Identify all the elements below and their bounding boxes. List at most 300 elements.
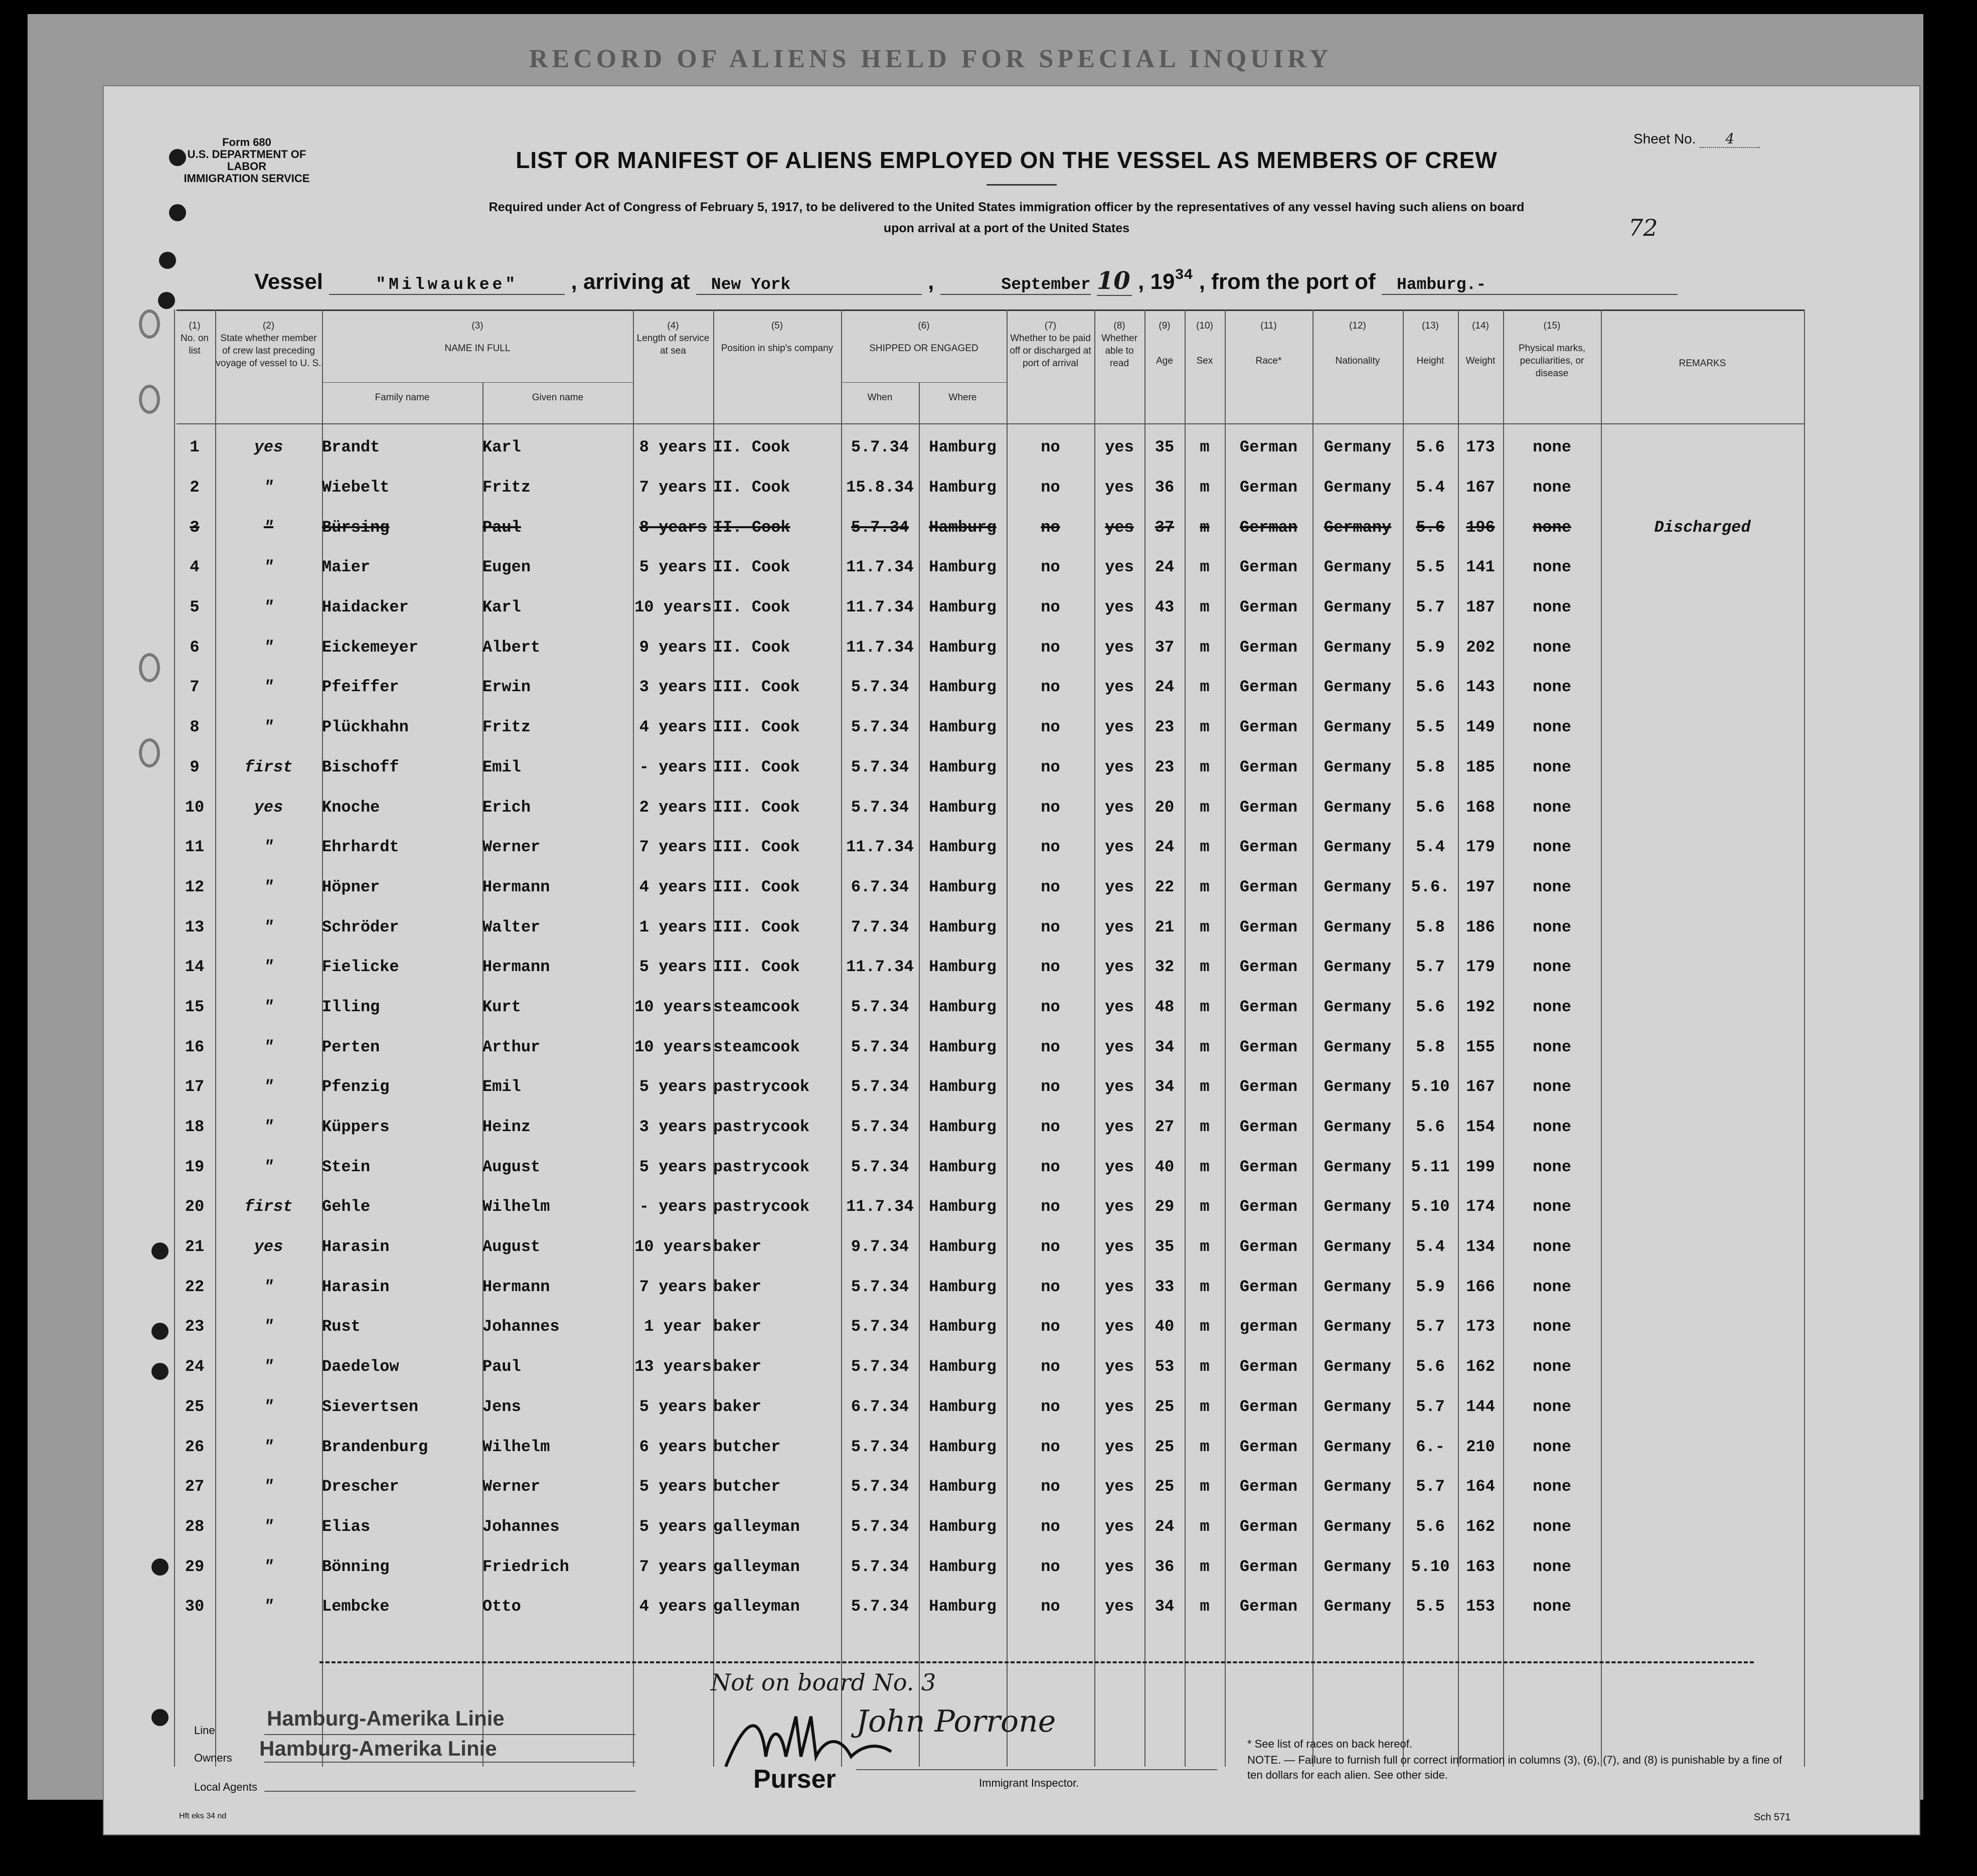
table-row xyxy=(174,1187,1804,1227)
cell-shipped-where: Hamburg xyxy=(929,558,997,577)
cell-shipped-where: Hamburg xyxy=(929,478,997,497)
cell-service-length: 5 years xyxy=(639,958,707,977)
cell-age: 37 xyxy=(1155,638,1175,657)
cell-given-name: Jens xyxy=(482,1397,521,1416)
cell-weight: 174 xyxy=(1466,1197,1495,1216)
cell-remarks xyxy=(1601,1427,1804,1467)
cell-paid-off: no xyxy=(1041,1118,1060,1137)
cell-nationality: Germany xyxy=(1324,678,1392,697)
cell-remarks xyxy=(1601,1546,1804,1587)
cell-age: 27 xyxy=(1155,1118,1175,1137)
cell-service-length: 2 years xyxy=(639,798,707,817)
cell-race: German xyxy=(1239,798,1298,817)
year-prefix: , 19 xyxy=(1138,269,1175,294)
cell-given-name: Erich xyxy=(482,798,531,817)
cell-family-name: Harasin xyxy=(322,1277,390,1296)
cell-row-number: 30 xyxy=(185,1597,205,1616)
cell-physical-marks: none xyxy=(1533,757,1571,776)
cell-paid-off: no xyxy=(1041,478,1060,497)
col-header-remarks: REMARKS xyxy=(1679,358,1726,369)
cell-service-length: 8 years xyxy=(639,438,707,457)
cell-shipped-when: 5.7.34 xyxy=(851,1157,909,1176)
cell-position: II. Cook xyxy=(713,638,790,657)
cell-family-name: Gehle xyxy=(322,1197,371,1216)
cell-prev-voyage: " xyxy=(263,838,274,857)
cell-nationality: Germany xyxy=(1324,1557,1392,1576)
cell-nationality: Germany xyxy=(1324,877,1392,896)
cell-age: 25 xyxy=(1155,1397,1175,1416)
cell-shipped-where: Hamburg xyxy=(929,877,997,896)
cell-given-name: Erwin xyxy=(482,678,531,697)
cell-nationality: Germany xyxy=(1324,1317,1392,1336)
cell-given-name: Eugen xyxy=(482,558,531,577)
cell-paid-off: no xyxy=(1041,838,1060,857)
cell-shipped-when: 5.7.34 xyxy=(851,1118,909,1137)
cell-row-number: 11 xyxy=(185,838,205,857)
cell-shipped-when: 11.7.34 xyxy=(846,958,914,977)
cell-position: galleyman xyxy=(713,1597,800,1616)
arrival-day: 10 xyxy=(1097,267,1132,296)
cell-row-number: 12 xyxy=(185,877,205,896)
cell-nationality: Germany xyxy=(1324,958,1392,977)
cell-position: baker xyxy=(713,1357,762,1376)
col-header-service: (4) Length of service at sea xyxy=(636,321,710,356)
cell-height: 5.6 xyxy=(1416,678,1445,697)
cell-row-number: 17 xyxy=(185,1077,205,1097)
cell-prev-voyage: " xyxy=(263,1277,274,1296)
cell-position: butcher xyxy=(713,1437,781,1456)
cell-remarks xyxy=(1601,427,1804,467)
cell-position: III. Cook xyxy=(713,678,800,697)
cell-race: German xyxy=(1239,1357,1298,1376)
cell-paid-off: no xyxy=(1041,1517,1060,1536)
cell-shipped-when: 5.7.34 xyxy=(851,1037,909,1056)
col-line xyxy=(1804,309,1805,1767)
cell-race: German xyxy=(1239,1118,1298,1137)
cell-sex: m xyxy=(1200,1397,1210,1416)
cell-position: II. Cook xyxy=(713,518,790,537)
cell-family-name: Bönning xyxy=(322,1557,390,1576)
cell-weight: 192 xyxy=(1466,997,1495,1016)
cell-age: 33 xyxy=(1155,1277,1175,1296)
cell-shipped-where: Hamburg xyxy=(929,678,997,697)
cell-given-name: Otto xyxy=(482,1597,521,1616)
cell-height: 5.5 xyxy=(1416,558,1445,577)
cell-service-length: 7 years xyxy=(639,1557,707,1576)
cell-sex: m xyxy=(1200,1477,1210,1496)
cell-family-name: Harasin xyxy=(322,1237,390,1257)
cell-position: III. Cook xyxy=(713,798,800,817)
binder-hole xyxy=(151,1363,169,1380)
cell-position: pastrycook xyxy=(713,1157,810,1176)
cell-age: 34 xyxy=(1155,1597,1175,1616)
cell-race: German xyxy=(1239,1397,1298,1416)
cell-prev-voyage: first xyxy=(244,757,293,776)
table-row xyxy=(174,987,1804,1027)
cell-able-to-read: yes xyxy=(1105,1557,1134,1576)
cell-able-to-read: yes xyxy=(1105,1597,1134,1616)
cell-row-number: 22 xyxy=(185,1277,205,1296)
cell-shipped-where: Hamburg xyxy=(929,598,997,617)
cell-prev-voyage: " xyxy=(263,1357,274,1376)
cell-row-number: 24 xyxy=(185,1357,205,1376)
cell-shipped-where: Hamburg xyxy=(929,757,997,776)
local-agents-label: Local Agents xyxy=(194,1781,257,1793)
cell-age: 35 xyxy=(1155,438,1175,457)
cell-prev-voyage: " xyxy=(263,1397,274,1416)
cell-sex: m xyxy=(1200,877,1210,896)
cell-row-number: 1 xyxy=(190,438,200,457)
cell-given-name: Paul xyxy=(482,518,521,537)
cell-height: 5.6 xyxy=(1416,997,1445,1016)
table-row xyxy=(174,1347,1804,1387)
col-header-read: (8) Whether able to read xyxy=(1101,321,1137,369)
cell-position: III. Cook xyxy=(713,917,800,936)
cell-row-number: 3 xyxy=(190,518,200,537)
table-row xyxy=(174,1467,1804,1507)
cell-physical-marks: none xyxy=(1533,1077,1571,1097)
cell-sex: m xyxy=(1200,798,1210,817)
cell-paid-off: no xyxy=(1041,558,1060,577)
cell-position: II. Cook xyxy=(713,558,790,577)
cell-paid-off: no xyxy=(1041,1437,1060,1456)
cell-height: 5.6 xyxy=(1416,438,1445,457)
cell-paid-off: no xyxy=(1041,1357,1060,1376)
cell-sex: m xyxy=(1200,1597,1210,1616)
inspector-field-rule xyxy=(856,1769,1217,1770)
cell-race: German xyxy=(1239,757,1298,776)
cell-age: 40 xyxy=(1155,1317,1175,1336)
binder-hole xyxy=(169,204,186,221)
cell-able-to-read: yes xyxy=(1105,518,1134,537)
cell-shipped-where: Hamburg xyxy=(929,798,997,817)
cell-position: III. Cook xyxy=(713,718,800,737)
cell-prev-voyage: " xyxy=(263,877,274,896)
cell-service-length: 7 years xyxy=(639,1277,707,1296)
cell-paid-off: no xyxy=(1041,1077,1060,1097)
cell-able-to-read: yes xyxy=(1105,997,1134,1016)
cell-physical-marks: none xyxy=(1533,598,1571,617)
cell-paid-off: no xyxy=(1041,958,1060,977)
cell-prev-voyage: yes xyxy=(254,438,283,457)
table-row xyxy=(174,787,1804,827)
cell-prev-voyage: " xyxy=(263,718,274,737)
departure-port: Hamburg.- xyxy=(1382,275,1678,295)
cell-weight: 185 xyxy=(1466,757,1495,776)
cell-remarks xyxy=(1601,1027,1804,1067)
margin-number: 72 xyxy=(1628,214,1658,241)
cell-row-number: 10 xyxy=(185,798,205,817)
cell-age: 24 xyxy=(1155,1517,1175,1536)
cell-position: III. Cook xyxy=(713,757,800,776)
cell-weight: 179 xyxy=(1466,958,1495,977)
cell-shipped-where: Hamburg xyxy=(929,917,997,936)
line-stamp: Hamburg-Amerika Linie xyxy=(267,1706,505,1730)
cell-shipped-when: 5.7.34 xyxy=(851,1317,909,1336)
cell-family-name: Drescher xyxy=(322,1477,399,1496)
cell-able-to-read: yes xyxy=(1105,438,1134,457)
cell-age: 24 xyxy=(1155,558,1175,577)
cell-shipped-when: 5.7.34 xyxy=(851,997,909,1016)
cell-shipped-where: Hamburg xyxy=(929,1197,997,1216)
cell-shipped-when: 5.7.34 xyxy=(851,1077,909,1097)
cell-sex: m xyxy=(1200,438,1210,457)
cell-physical-marks: none xyxy=(1533,1437,1571,1456)
cell-row-number: 7 xyxy=(190,678,200,697)
cell-nationality: Germany xyxy=(1324,1397,1392,1416)
cell-position: pastrycook xyxy=(713,1077,810,1097)
cell-service-length: 10 years xyxy=(634,1237,712,1257)
cell-paid-off: no xyxy=(1041,997,1060,1016)
cell-age: 40 xyxy=(1155,1157,1175,1176)
col-header-name: (3) NAME IN FULL xyxy=(444,321,511,354)
cell-shipped-where: Hamburg xyxy=(929,518,997,537)
cell-position: baker xyxy=(713,1237,762,1257)
cell-age: 32 xyxy=(1155,958,1175,977)
print-code: Hft eks 34 nd xyxy=(179,1812,227,1820)
cell-given-name: Emil xyxy=(482,757,521,776)
cell-paid-off: no xyxy=(1041,598,1060,617)
from-port-label: , from the port of xyxy=(1199,269,1376,294)
title-rule xyxy=(986,184,1057,186)
table-row xyxy=(174,1546,1804,1587)
required-line-1: Required under Act of Congress of February 5, 1917, to be delivered to the United States immigration officer by the representatives of any vessel having such aliens on board xyxy=(488,200,1525,214)
required-line-2: upon arrival at a port of the United States xyxy=(883,221,1130,235)
cell-service-length: 10 years xyxy=(634,598,712,617)
cell-row-number: 4 xyxy=(190,558,200,577)
cell-shipped-when: 5.7.34 xyxy=(851,438,909,457)
sheet-number-block xyxy=(1633,130,1760,148)
cell-height: 5.7 xyxy=(1416,1317,1445,1336)
cell-height: 5.4 xyxy=(1416,478,1445,497)
cell-physical-marks: none xyxy=(1533,518,1571,537)
cell-family-name: Stein xyxy=(322,1157,371,1176)
cell-service-length: 1 years xyxy=(639,917,707,936)
cell-physical-marks: none xyxy=(1533,1517,1571,1536)
cell-service-length: 4 years xyxy=(639,1597,707,1616)
cell-able-to-read: yes xyxy=(1105,1397,1134,1416)
cell-physical-marks: none xyxy=(1533,1157,1571,1176)
service-name: IMMIGRATION SERVICE xyxy=(184,172,310,185)
cell-age: 24 xyxy=(1155,678,1175,697)
cell-remarks xyxy=(1601,1147,1804,1187)
vessel-name: "Milwaukee" xyxy=(329,275,565,295)
cell-able-to-read: yes xyxy=(1105,1437,1134,1456)
col-header-weight: (14) Weight xyxy=(1465,321,1496,366)
cell-remarks: Discharged xyxy=(1654,518,1751,537)
cell-race: German xyxy=(1239,1517,1298,1536)
cell-weight: 199 xyxy=(1466,1157,1495,1176)
cell-physical-marks: none xyxy=(1533,1277,1571,1296)
cell-prev-voyage: " xyxy=(263,1118,274,1137)
cell-sex: m xyxy=(1200,678,1210,697)
arriving-label: , arriving at xyxy=(571,269,690,294)
cell-race: German xyxy=(1239,1037,1298,1056)
cell-given-name: Fritz xyxy=(482,718,531,737)
cell-weight: 202 xyxy=(1466,638,1495,657)
cell-service-length: 3 years xyxy=(639,1118,707,1137)
table-row xyxy=(174,827,1804,867)
cell-sex: m xyxy=(1200,1277,1210,1296)
cell-position: II. Cook xyxy=(713,478,790,497)
cell-sex: m xyxy=(1200,478,1210,497)
col-header-shipped: (6) SHIPPED OR ENGAGED xyxy=(869,321,978,354)
cell-weight: 141 xyxy=(1466,558,1495,577)
cell-height: 5.4 xyxy=(1416,1237,1445,1257)
end-of-list-rule xyxy=(319,1661,1754,1663)
cell-prev-voyage: " xyxy=(263,958,274,977)
cell-shipped-when: 6.7.34 xyxy=(851,877,909,896)
cell-weight: 149 xyxy=(1466,718,1495,737)
cell-height: 5.8 xyxy=(1416,757,1445,776)
cell-race: German xyxy=(1239,1597,1298,1616)
cell-weight: 154 xyxy=(1466,1118,1495,1137)
inspector-label: Immigrant Inspector. xyxy=(979,1777,1079,1789)
cell-physical-marks: none xyxy=(1533,1597,1571,1616)
cell-family-name: Eickemeyer xyxy=(322,638,419,657)
cell-paid-off: no xyxy=(1041,1157,1060,1176)
cell-remarks xyxy=(1601,1227,1804,1267)
table-row xyxy=(174,947,1804,987)
col-header-sex: (10) Sex xyxy=(1196,321,1213,366)
col-header-position: (5) Position in ship's company xyxy=(721,321,834,354)
cell-physical-marks: none xyxy=(1533,678,1571,697)
table-row xyxy=(174,627,1804,667)
col-header-prev-voyage: (2) State whether member of crew last preceding voyage of vessel to U. S. xyxy=(216,321,321,369)
cell-race: German xyxy=(1239,1157,1298,1176)
cell-able-to-read: yes xyxy=(1105,757,1134,776)
cell-paid-off: no xyxy=(1041,1277,1060,1296)
binder-hole xyxy=(151,1558,169,1576)
cell-able-to-read: yes xyxy=(1105,1357,1134,1376)
cell-service-length: 3 years xyxy=(639,678,707,697)
cell-paid-off: no xyxy=(1041,1597,1060,1616)
cell-height: 5.9 xyxy=(1416,1277,1445,1296)
cell-race: German xyxy=(1239,678,1298,697)
cell-given-name: Fritz xyxy=(482,478,531,497)
col-header-no: (1) No. on list xyxy=(181,321,209,356)
cell-row-number: 6 xyxy=(190,638,200,657)
cell-height: 5.11 xyxy=(1411,1157,1450,1176)
cell-paid-off: no xyxy=(1041,757,1060,776)
cell-weight: 163 xyxy=(1466,1557,1495,1576)
name-subheader-rule xyxy=(322,382,633,383)
cell-sex: m xyxy=(1200,1037,1210,1056)
table-row xyxy=(174,1107,1804,1147)
cell-position: baker xyxy=(713,1317,762,1336)
cell-service-length: 5 years xyxy=(639,1157,707,1176)
manifest-title: LIST OR MANIFEST OF ALIENS EMPLOYED ON THE VESSEL AS MEMBERS OF CREW xyxy=(516,147,1498,173)
cell-shipped-where: Hamburg xyxy=(929,1157,997,1176)
table-row xyxy=(174,1587,1804,1627)
cell-weight: 196 xyxy=(1466,518,1495,537)
cell-shipped-when: 5.7.34 xyxy=(851,1557,909,1576)
cell-weight: 144 xyxy=(1466,1397,1495,1416)
cell-given-name: Johannes xyxy=(482,1317,560,1336)
table-row xyxy=(174,1067,1804,1107)
cell-given-name: Kurt xyxy=(482,997,521,1016)
cell-given-name: Friedrich xyxy=(482,1557,569,1576)
cell-able-to-read: yes xyxy=(1105,1077,1134,1097)
cell-height: 5.6 xyxy=(1416,1118,1445,1137)
cell-remarks xyxy=(1601,787,1804,827)
cell-able-to-read: yes xyxy=(1105,598,1134,617)
cell-weight: 162 xyxy=(1466,1357,1495,1376)
cell-weight: 164 xyxy=(1466,1477,1495,1496)
cell-paid-off: no xyxy=(1041,877,1060,896)
cell-given-name: Karl xyxy=(482,598,521,617)
cell-shipped-where: Hamburg xyxy=(929,1037,997,1056)
cell-service-length: - years xyxy=(639,757,707,776)
cell-age: 35 xyxy=(1155,1237,1175,1257)
cell-family-name: Bürsing xyxy=(322,518,390,537)
cell-able-to-read: yes xyxy=(1105,1477,1134,1496)
cell-remarks xyxy=(1601,467,1804,508)
cell-height: 5.6. xyxy=(1411,877,1450,896)
cell-paid-off: no xyxy=(1041,798,1060,817)
cell-physical-marks: none xyxy=(1533,1197,1571,1216)
cell-physical-marks: none xyxy=(1533,958,1571,977)
col-header-paid-off: (7) Whether to be paid off or discharged at port of arrival xyxy=(1010,321,1091,369)
cell-paid-off: no xyxy=(1041,518,1060,537)
cell-weight: 210 xyxy=(1466,1437,1495,1456)
cell-remarks xyxy=(1601,587,1804,628)
cell-weight: 173 xyxy=(1466,1317,1495,1336)
cell-remarks xyxy=(1601,1467,1804,1507)
arrival-month: September xyxy=(940,275,1091,295)
cell-shipped-when: 5.7.34 xyxy=(851,678,909,697)
department-name: U.S. DEPARTMENT OF LABOR xyxy=(187,148,306,173)
cell-service-length: 6 years xyxy=(639,1437,707,1456)
cell-shipped-when: 11.7.34 xyxy=(846,638,914,657)
cell-nationality: Germany xyxy=(1324,1157,1392,1176)
cell-nationality: Germany xyxy=(1324,757,1392,776)
cell-family-name: Ehrhardt xyxy=(322,838,399,857)
cell-shipped-when: 15.8.34 xyxy=(846,478,914,497)
cell-position: steamcook xyxy=(713,997,800,1016)
table-row xyxy=(174,707,1804,747)
cell-remarks xyxy=(1601,1507,1804,1547)
cell-row-number: 15 xyxy=(185,997,205,1016)
col-header-where: Where xyxy=(948,392,977,403)
cell-nationality: Germany xyxy=(1324,718,1392,737)
cell-prev-voyage: " xyxy=(263,598,274,617)
cell-age: 34 xyxy=(1155,1037,1175,1056)
cell-age: 21 xyxy=(1155,917,1175,936)
cell-remarks xyxy=(1601,1387,1804,1427)
cell-position: baker xyxy=(713,1277,762,1296)
cell-service-length: 5 years xyxy=(639,558,707,577)
cell-service-length: 13 years xyxy=(634,1357,712,1376)
cell-prev-voyage: yes xyxy=(254,798,283,817)
cell-family-name: Plückhahn xyxy=(322,718,409,737)
manifest-sheet xyxy=(103,85,1920,1835)
cell-race: German xyxy=(1239,518,1298,537)
cell-prev-voyage: " xyxy=(263,1597,274,1616)
shipped-subheader-rule xyxy=(841,382,1007,383)
cell-sex: m xyxy=(1200,838,1210,857)
cell-family-name: Fielicke xyxy=(322,958,399,977)
cell-given-name: Werner xyxy=(482,1477,541,1496)
cell-height: 5.6 xyxy=(1416,518,1445,537)
cell-sex: m xyxy=(1200,1557,1210,1576)
cell-service-length: 7 years xyxy=(639,478,707,497)
cell-sex: m xyxy=(1200,1517,1210,1536)
cell-family-name: Illing xyxy=(322,997,380,1016)
table-row xyxy=(174,1507,1804,1547)
cell-shipped-when: 5.7.34 xyxy=(851,1517,909,1536)
cell-able-to-read: yes xyxy=(1105,798,1134,817)
